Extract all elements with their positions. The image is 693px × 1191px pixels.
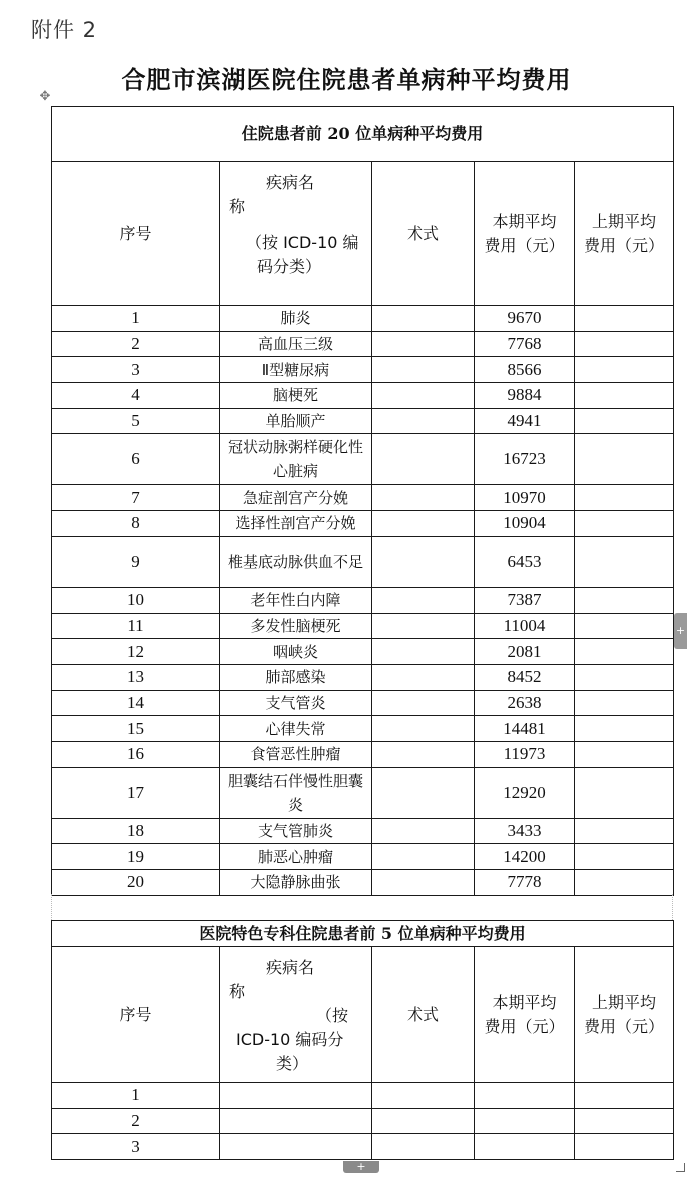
row-procedure (372, 587, 475, 613)
row-current-cost: 7387 (475, 587, 575, 613)
row-current-cost (475, 1083, 575, 1109)
row-current-cost: 6453 (475, 536, 575, 587)
row-current-cost: 14200 (475, 844, 575, 870)
table2-title: 医院特色专科住院患者前 5 位单病种平均费用 (52, 921, 674, 947)
header-disease-name: 疾病名 称 （按 ICD-10 编码分 类） (220, 947, 372, 1083)
row-seq: 18 (52, 818, 220, 844)
row-seq: 12 (52, 639, 220, 665)
row-procedure (372, 818, 475, 844)
row-current-cost (475, 1108, 575, 1134)
row-previous-cost (575, 485, 674, 511)
row-current-cost: 9670 (475, 306, 575, 332)
row-previous-cost (575, 844, 674, 870)
row-seq: 14 (52, 690, 220, 716)
row-disease-name: 肺恶心肿瘤 (220, 844, 372, 870)
table-row (52, 690, 674, 716)
table-row (52, 587, 674, 613)
row-current-cost: 10970 (475, 485, 575, 511)
row-procedure (372, 664, 475, 690)
table-row (52, 741, 674, 767)
row-previous-cost (575, 690, 674, 716)
row-seq: 2 (52, 1108, 220, 1134)
row-disease-name (220, 1134, 372, 1160)
table-row (52, 818, 674, 844)
table-move-handle-icon[interactable]: ✥ (39, 89, 51, 104)
row-current-cost: 11004 (475, 613, 575, 639)
table-row (52, 639, 674, 665)
table-resize-handle-icon[interactable] (676, 1163, 685, 1172)
row-disease-name: Ⅱ型糖尿病 (220, 357, 372, 383)
row-disease-name: 急症剖宫产分娩 (220, 485, 372, 511)
table-row (52, 767, 674, 818)
row-procedure (372, 408, 475, 434)
row-seq: 11 (52, 613, 220, 639)
row-previous-cost (575, 511, 674, 537)
row-previous-cost (575, 1108, 674, 1134)
add-column-handle-icon[interactable]: + (674, 613, 687, 649)
header-seq: 序号 (52, 947, 220, 1083)
row-seq: 15 (52, 716, 220, 742)
row-previous-cost (575, 613, 674, 639)
row-disease-name: 肺炎 (220, 306, 372, 332)
row-disease-name: 大隐静脉曲张 (220, 870, 372, 896)
table-row (52, 664, 674, 690)
table-row (52, 408, 674, 434)
row-procedure (372, 716, 475, 742)
row-previous-cost (575, 587, 674, 613)
header-previous-cost: 上期平均 费用（元） (575, 947, 674, 1083)
row-seq: 19 (52, 844, 220, 870)
row-procedure (372, 511, 475, 537)
table-row (52, 536, 674, 587)
header-previous-cost: 上期平均 费用（元） (575, 162, 674, 306)
table-row (52, 383, 674, 409)
row-disease-name: 支气管肺炎 (220, 818, 372, 844)
row-current-cost: 3433 (475, 818, 575, 844)
row-previous-cost (575, 434, 674, 485)
table-gap (51, 894, 673, 920)
row-current-cost: 16723 (475, 434, 575, 485)
row-current-cost: 8566 (475, 357, 575, 383)
row-procedure (372, 306, 475, 332)
table-row (52, 870, 674, 896)
row-previous-cost (575, 408, 674, 434)
row-seq: 3 (52, 357, 220, 383)
row-seq: 8 (52, 511, 220, 537)
specialty-cost-table (51, 920, 674, 1160)
table-row (52, 434, 674, 485)
table-row (52, 844, 674, 870)
row-seq: 6 (52, 434, 220, 485)
row-disease-name: 胆囊结石伴慢性胆囊炎 (220, 767, 372, 818)
row-seq: 4 (52, 383, 220, 409)
row-previous-cost (575, 664, 674, 690)
row-current-cost: 2081 (475, 639, 575, 665)
header-current-cost: 本期平均 费用（元） (475, 947, 575, 1083)
table1-title: 住院患者前 20 位单病种平均费用 (52, 107, 674, 162)
row-disease-name: 老年性白内障 (220, 587, 372, 613)
row-procedure (372, 870, 475, 896)
table-row (52, 511, 674, 537)
row-seq: 1 (52, 1083, 220, 1109)
row-previous-cost (575, 767, 674, 818)
row-disease-name: 食管恶性肿瘤 (220, 741, 372, 767)
row-previous-cost (575, 306, 674, 332)
row-procedure (372, 357, 475, 383)
row-disease-name: 心律失常 (220, 716, 372, 742)
row-procedure (372, 613, 475, 639)
row-current-cost: 4941 (475, 408, 575, 434)
table-row (52, 357, 674, 383)
row-procedure (372, 690, 475, 716)
header-seq: 序号 (52, 162, 220, 306)
row-current-cost: 7778 (475, 870, 575, 896)
row-previous-cost (575, 741, 674, 767)
row-current-cost: 2638 (475, 690, 575, 716)
row-seq: 9 (52, 536, 220, 587)
row-previous-cost (575, 639, 674, 665)
row-disease-name: 脑梗死 (220, 383, 372, 409)
table-row (52, 1134, 674, 1160)
header-current-cost: 本期平均 费用（元） (475, 162, 575, 306)
row-seq: 2 (52, 331, 220, 357)
row-disease-name: 高血压三级 (220, 331, 372, 357)
row-seq: 5 (52, 408, 220, 434)
row-previous-cost (575, 1083, 674, 1109)
row-current-cost: 14481 (475, 716, 575, 742)
table-row (52, 306, 674, 332)
row-seq: 1 (52, 306, 220, 332)
row-disease-name: 多发性脑梗死 (220, 613, 372, 639)
row-current-cost: 11973 (475, 741, 575, 767)
row-procedure (372, 1134, 475, 1160)
row-previous-cost (575, 716, 674, 742)
table-row (52, 331, 674, 357)
add-row-handle-icon[interactable]: + (343, 1161, 379, 1173)
row-current-cost: 8452 (475, 664, 575, 690)
table-row (52, 613, 674, 639)
row-procedure (372, 639, 475, 665)
row-procedure (372, 331, 475, 357)
row-procedure (372, 536, 475, 587)
row-procedure (372, 1083, 475, 1109)
row-procedure (372, 844, 475, 870)
row-seq: 10 (52, 587, 220, 613)
row-previous-cost (575, 536, 674, 587)
top20-cost-table (51, 106, 674, 896)
table-row (52, 1108, 674, 1134)
row-previous-cost (575, 1134, 674, 1160)
row-seq: 7 (52, 485, 220, 511)
row-previous-cost (575, 383, 674, 409)
row-disease-name: 椎基底动脉供血不足 (220, 536, 372, 587)
header-procedure: 术式 (372, 162, 475, 306)
table-row (52, 485, 674, 511)
row-procedure (372, 485, 475, 511)
row-current-cost: 7768 (475, 331, 575, 357)
row-disease-name: 选择性剖宫产分娩 (220, 511, 372, 537)
row-seq: 13 (52, 664, 220, 690)
document-title: 合肥市滨湖医院住院患者单病种平均费用 (121, 66, 572, 94)
row-seq: 16 (52, 741, 220, 767)
table-row (52, 716, 674, 742)
row-procedure (372, 741, 475, 767)
row-disease-name (220, 1108, 372, 1134)
row-procedure (372, 767, 475, 818)
row-seq: 20 (52, 870, 220, 896)
row-procedure (372, 1108, 475, 1134)
row-current-cost: 12920 (475, 767, 575, 818)
row-previous-cost (575, 357, 674, 383)
row-current-cost: 10904 (475, 511, 575, 537)
table-row (52, 1083, 674, 1109)
row-disease-name: 咽峡炎 (220, 639, 372, 665)
row-disease-name (220, 1083, 372, 1109)
row-disease-name: 肺部感染 (220, 664, 372, 690)
row-disease-name: 支气管炎 (220, 690, 372, 716)
row-previous-cost (575, 818, 674, 844)
row-disease-name: 单胎顺产 (220, 408, 372, 434)
row-current-cost (475, 1134, 575, 1160)
row-previous-cost (575, 331, 674, 357)
row-procedure (372, 434, 475, 485)
row-seq: 17 (52, 767, 220, 818)
row-seq: 3 (52, 1134, 220, 1160)
row-current-cost: 9884 (475, 383, 575, 409)
row-procedure (372, 383, 475, 409)
row-previous-cost (575, 870, 674, 896)
attachment-label: 附件 2 (31, 18, 98, 42)
row-disease-name: 冠状动脉粥样硬化性心脏病 (220, 434, 372, 485)
header-procedure: 术式 (372, 947, 475, 1083)
header-disease-name: 疾病名 称 （按 ICD-10 编 码分类） (220, 162, 372, 306)
